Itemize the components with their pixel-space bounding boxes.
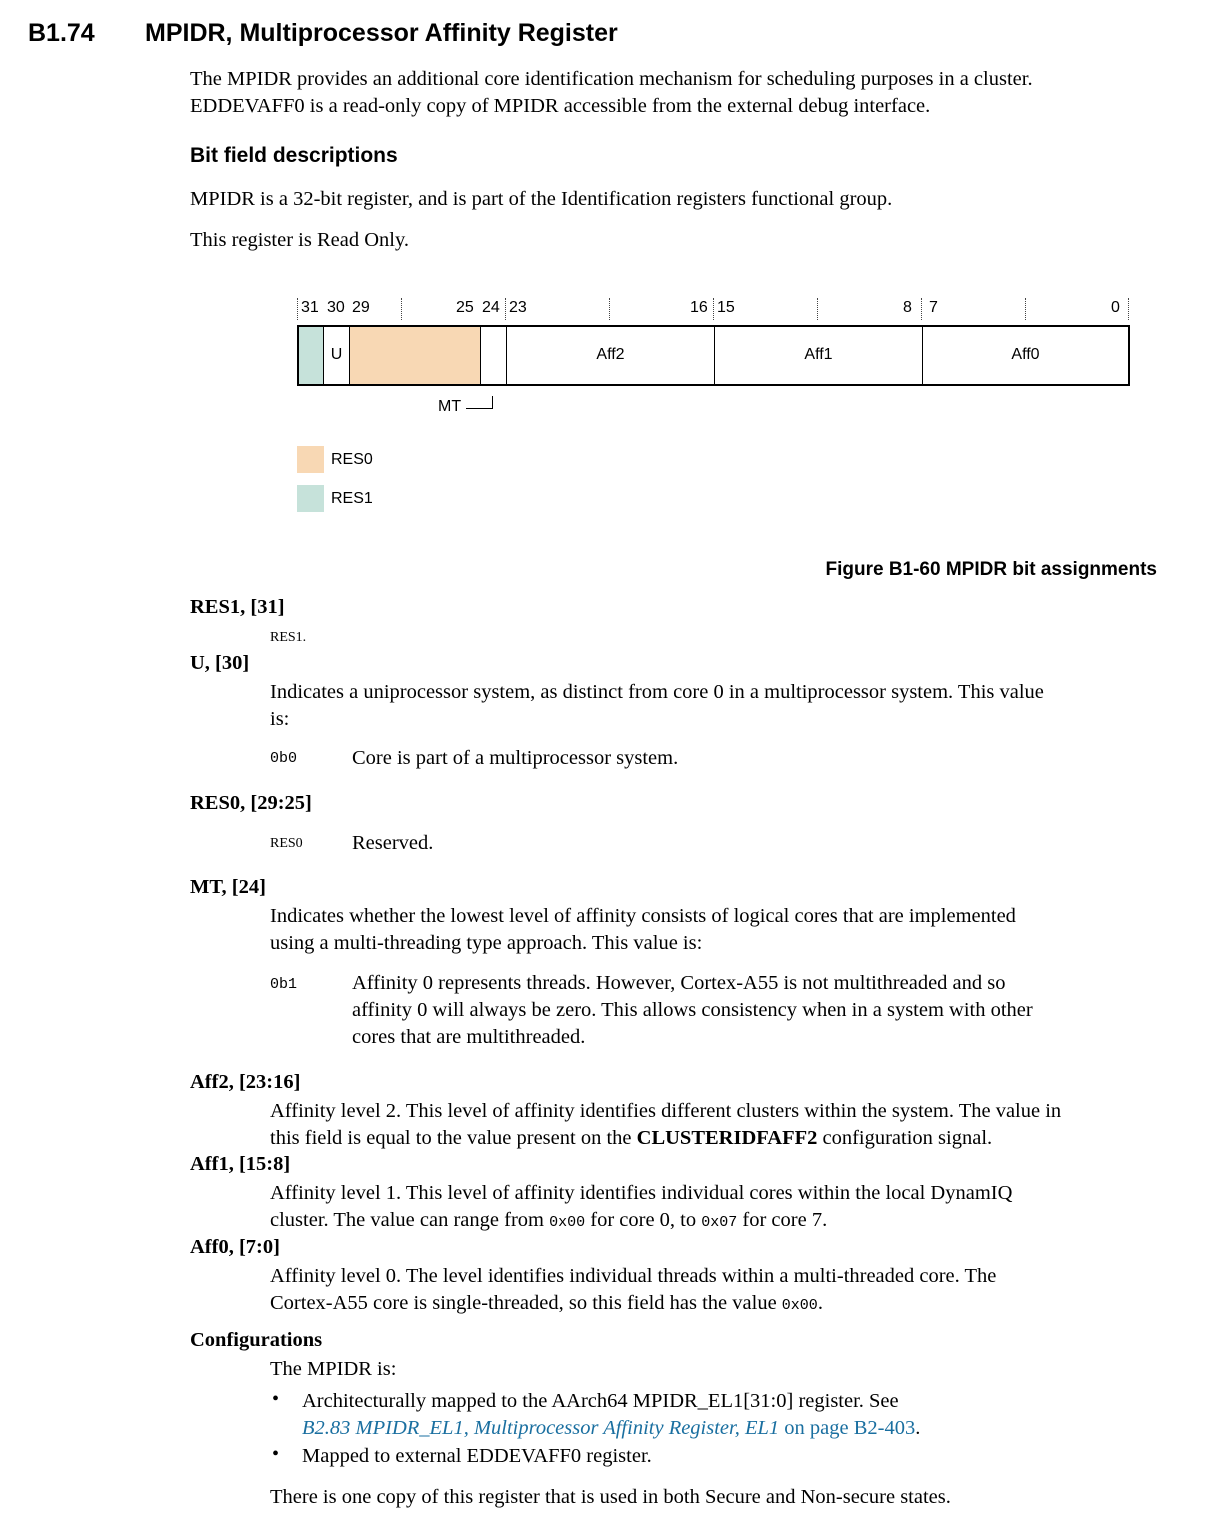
bullet-2-marker: • <box>272 1443 280 1465</box>
aff0-heading: Aff0, [7:0] <box>190 1236 280 1258</box>
field-aff2-label: Aff2 <box>596 346 625 363</box>
mt-callout-label: MT <box>438 398 462 415</box>
res0-heading: RES0, [29:25] <box>190 792 312 814</box>
aff2-line-2: this field is equal to the value present on the CLUSTERIDFAFF2 configuration signal. <box>270 1127 993 1149</box>
field-u-30 <box>324 325 350 386</box>
configurations-closing: There is one copy of this register that is used in both Secure and Non-secure states. <box>270 1486 951 1508</box>
bit-number-29: 29 <box>352 299 370 316</box>
field-aff0 <box>923 325 1130 386</box>
bit-number-31: 31 <box>301 299 319 316</box>
u-heading: U, [30] <box>190 652 250 674</box>
field-aff2 <box>507 325 715 386</box>
res0-value-desc: Reserved. <box>352 832 434 854</box>
mt-heading: MT, [24] <box>190 876 266 898</box>
mt-value-line-1: Affinity 0 represents threads. However, Cortex-A55 is not multithreaded and so <box>352 972 1006 994</box>
aff2-heading: Aff2, [23:16] <box>190 1071 301 1093</box>
mt-value-line-3: cores that are multithreaded. <box>352 1026 586 1048</box>
register-diagram <box>296 292 1130 522</box>
aff0-line-1: Affinity level 0. The level identifies individual threads within a multi-threaded core. The <box>270 1265 997 1287</box>
field-aff0-label: Aff0 <box>1011 346 1040 363</box>
register-description: MPIDR is a 32-bit register, and is part of the Identification registers functional group. <box>190 188 893 210</box>
clusteridfaff2-signal: CLUSTERIDFAFF2 <box>636 1127 818 1149</box>
configurations-intro: The MPIDR is: <box>270 1358 397 1380</box>
field-aff1 <box>715 325 923 386</box>
configurations-heading: Configurations <box>190 1329 323 1351</box>
bit-number-25: 25 <box>456 299 474 316</box>
section-title: MPIDR, Multiprocessor Affinity Register <box>145 19 618 47</box>
mt-callout-tick <box>492 396 493 409</box>
bit-number-7: 7 <box>929 299 938 316</box>
mt-callout-line <box>466 408 493 409</box>
legend-res0-swatch <box>297 446 324 473</box>
bit-number-30: 30 <box>327 299 345 316</box>
bit-number-24: 24 <box>482 299 500 316</box>
res1-heading: RES1, [31] <box>190 596 285 618</box>
intro-line-1: The MPIDR provides an additional core identification mechanism for scheduling purposes in a cluster. <box>190 68 1033 90</box>
bit-number-0: 0 <box>1111 299 1120 316</box>
bullet-1-line-2: B2.83 MPIDR_EL1, Multiprocessor Affinity Register, EL1 on page B2-403. <box>302 1417 921 1439</box>
u-value-desc: Core is part of a multiprocessor system. <box>352 747 679 769</box>
figure-caption: Figure B1-60 MPIDR bit assignments <box>825 559 1157 580</box>
legend-res1-swatch <box>297 485 324 512</box>
legend-res1-label: RES1 <box>331 490 373 507</box>
intro-line-2: EDDEVAFF0 is a read-only copy of MPIDR accessible from the external debug interface. <box>190 95 931 117</box>
bullet-2: Mapped to external EDDEVAFF0 register. <box>302 1445 652 1467</box>
page-b2-403-link[interactable]: on page B2-403 <box>779 1417 916 1439</box>
register-access: This register is Read Only. <box>190 229 410 251</box>
bitfield-heading: Bit field descriptions <box>190 144 398 167</box>
bit-number-23: 23 <box>509 299 527 316</box>
bit-number-16: 16 <box>690 299 708 316</box>
aff2-line-1: Affinity level 2. This level of affinity identifies different clusters within the system. The value in <box>270 1100 1062 1122</box>
legend-res0-label: RES0 <box>331 451 373 468</box>
aff1-line-2: cluster. The value can range from 0x00 for core 0, to 0x07 for core 7. <box>270 1209 828 1231</box>
bullet-1-marker: • <box>272 1388 280 1410</box>
mt-value-line-2: affinity 0 will always be zero. This allows consistency when in a system with other <box>352 999 1033 1021</box>
bullet-1-line-1: Architecturally mapped to the AArch64 MPIDR_EL1[31:0] register. See <box>302 1390 899 1412</box>
res1-body: RES1. <box>270 630 307 645</box>
mt-body-line-1: Indicates whether the lowest level of affinity consists of logical cores that are implemented <box>270 905 1016 927</box>
u-value-code: 0b0 <box>270 750 298 767</box>
u-body-line-2: is: <box>270 708 290 730</box>
field-res0-29-25 <box>350 325 481 386</box>
aff0-line-2: Cortex-A55 core is single-threaded, so this field has the value 0x00. <box>270 1292 823 1314</box>
field-mt-24 <box>481 325 507 386</box>
mt-body-line-2: using a multi-threading type approach. This value is: <box>270 932 703 954</box>
mpidr-el1-link[interactable]: B2.83 MPIDR_EL1, Multiprocessor Affinity Register, EL1 <box>302 1417 780 1439</box>
res0-value-code: RES0 <box>270 836 303 851</box>
aff1-line-1: Affinity level 1. This level of affinity identifies individual cores within the local DynamIQ <box>270 1182 1013 1204</box>
aff1-heading: Aff1, [15:8] <box>190 1153 291 1175</box>
section-number: B1.74 <box>28 19 95 47</box>
bit-number-15: 15 <box>717 299 735 316</box>
bit-number-8: 8 <box>903 299 912 316</box>
field-aff1-label: Aff1 <box>804 346 833 363</box>
field-res1-31 <box>297 325 324 386</box>
field-u-label: U <box>330 346 343 363</box>
u-body-line-1: Indicates a uniprocessor system, as distinct from core 0 in a multiprocessor system. This value <box>270 681 1044 703</box>
mt-value-code: 0b1 <box>270 976 298 993</box>
